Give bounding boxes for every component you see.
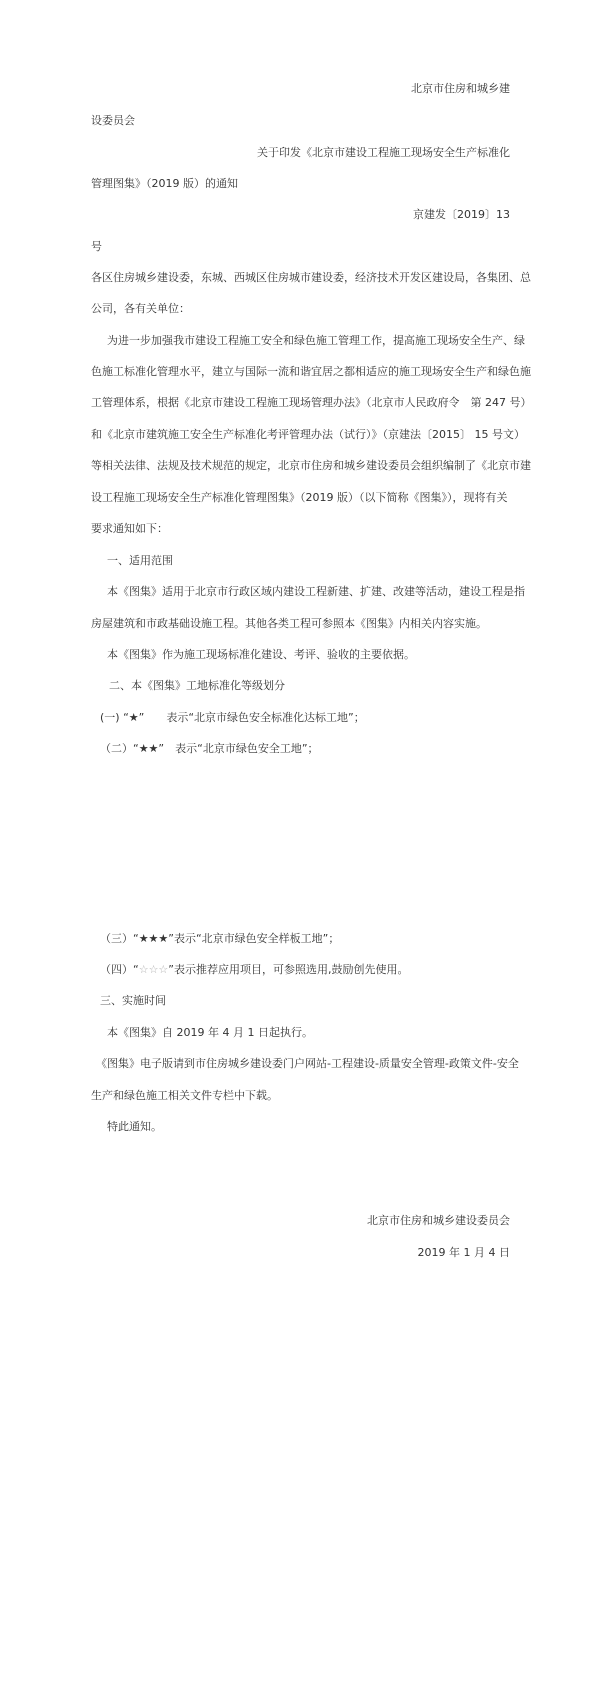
grade-item-2: （二）“★★” 表示“北京市绿色安全工地”； bbox=[100, 742, 319, 755]
recipients-line-2: 公司，各有关单位： bbox=[91, 302, 190, 315]
intro-line: 工管理体系，根据《北京市建设工程施工现场管理办法》（北京市人民政府令 第 247 号） bbox=[91, 396, 532, 409]
section-3-para-2-line-2: 生产和绿色施工相关文件专栏中下载。 bbox=[91, 1089, 278, 1102]
notice-title-line-1: 关于印发《北京市建设工程施工现场安全生产标准化 bbox=[257, 146, 510, 159]
section-1-para-1-line-2: 房屋建筑和市政基础设施工程。其他各类工程可参照本《图集》内相关内容实施。 bbox=[91, 617, 487, 630]
section-3-para-2-line-1: 《图集》电子版请到市住房城乡建设委门户网站-工程建设-质量安全管理-政策文件-安全 bbox=[96, 1057, 519, 1070]
intro-line: 和《北京市建筑施工安全生产标准化考评管理办法（试行）》（京建法〔2015〕 15 号文） bbox=[91, 428, 525, 441]
intro-line: 设工程施工现场安全生产标准化管理图集》（2019 版）（以下简称《图集》），现将有关 bbox=[91, 491, 508, 504]
intro-line: 要求通知如下： bbox=[91, 522, 168, 535]
grade-item-3: （三）“★★★”表示“北京市绿色安全样板工地”； bbox=[100, 932, 340, 945]
grade-item-4-prefix: （四）“ bbox=[100, 963, 139, 976]
intro-line: 为进一步加强我市建设工程施工安全和绿色施工管理工作，提高施工现场安全生产、绿 bbox=[107, 334, 525, 347]
doc-number-line-1: 京建发〔2019〕13 bbox=[413, 208, 510, 221]
recipients-line-1: 各区住房城乡建设委，东城、西城区住房城市建设委，经济技术开发区建设局，各集团、总 bbox=[91, 271, 531, 284]
closing-text: 特此通知。 bbox=[107, 1120, 162, 1133]
signature-date: 2019 年 1 月 4 日 bbox=[417, 1246, 510, 1259]
doc-number-line-2: 号 bbox=[91, 240, 102, 253]
signature-org: 北京市住房和城乡建设委员会 bbox=[367, 1214, 510, 1227]
section-2-heading: 二、本《图集》工地标准化等级划分 bbox=[109, 679, 285, 692]
issuer-line-1: 北京市住房和城乡建 bbox=[411, 82, 510, 95]
hollow-stars-icon: ☆☆☆ bbox=[138, 963, 169, 976]
grade-item-4 bbox=[100, 962, 519, 978]
notice-title-line-2: 管理图集》（2019 版）的通知 bbox=[91, 177, 238, 190]
grade-item-1: (一) “★” 表示“北京市绿色安全标准化达标工地”； bbox=[100, 711, 365, 724]
section-1-heading: 一、适用范围 bbox=[107, 554, 173, 567]
grade-item-4-suffix: ”表示推荐应用项目，可参照选用,鼓励创先使用。 bbox=[168, 963, 409, 976]
section-1-para-2: 本《图集》作为施工现场标准化建设、考评、验收的主要依据。 bbox=[107, 648, 415, 661]
intro-line: 色施工标准化管理水平，建立与国际一流和谐宜居之都相适应的施工现场安全生产和绿色施 bbox=[91, 365, 531, 378]
issuer-line-2: 设委员会 bbox=[91, 114, 135, 127]
intro-line: 等相关法律、法规及技术规范的规定，北京市住房和城乡建设委员会组织编制了《北京市建 bbox=[91, 459, 531, 472]
section-3-heading: 三、实施时间 bbox=[100, 994, 166, 1007]
section-3-para-1: 本《图集》自 2019 年 4 月 1 日起执行。 bbox=[107, 1026, 313, 1039]
section-1-para-1-line-1: 本《图集》适用于北京市行政区域内建设工程新建、扩建、改建等活动，建设工程是指 bbox=[107, 585, 525, 598]
